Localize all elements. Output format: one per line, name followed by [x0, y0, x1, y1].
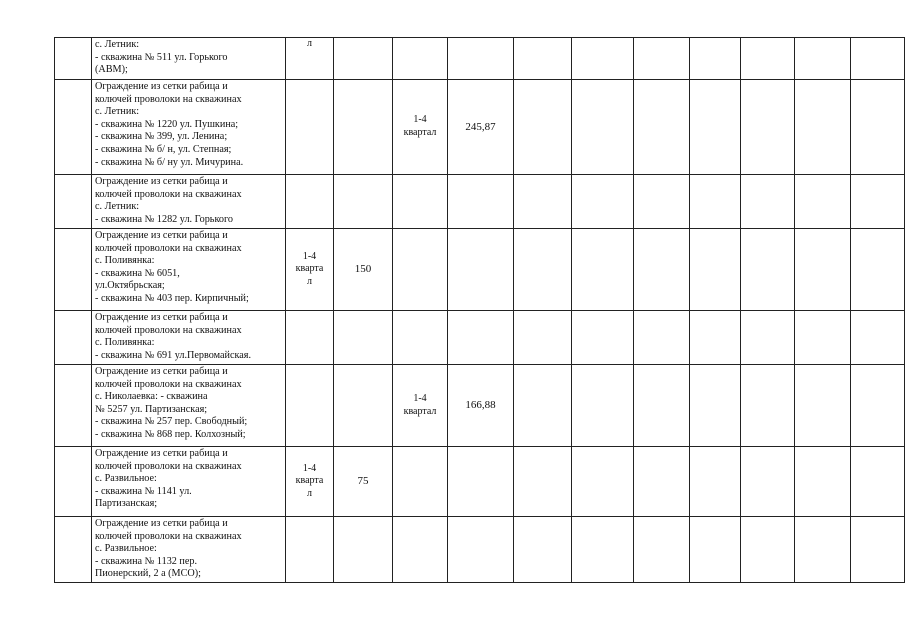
description-cell: с. Летник: - скважина № 511 ул. Горького (АВМ);	[92, 38, 286, 80]
empty-cell	[795, 311, 851, 365]
description-cell: Ограждение из сетки рабица и колючей проволоки на скважинах с. Развильное: - скважина № 1132 пер. Пионерский, 2 а (МСО);	[92, 517, 286, 583]
empty-cell	[851, 229, 905, 311]
amount-cell: 166,88	[448, 365, 514, 447]
empty-cell	[690, 311, 741, 365]
row-number-cell	[55, 517, 92, 583]
empty-cell	[795, 447, 851, 517]
empty-cell	[690, 517, 741, 583]
empty-cell	[795, 229, 851, 311]
period-cell: 1-4 кварта л	[286, 229, 334, 311]
description-cell: Ограждение из сетки рабица и колючей проволоки на скважинах с. Летник: - скважина № 1220 ул. Пушкина; - скважина № 399, ул. Ленина; - скважина № б/ н, ул. Степная; - скважина № б/ ну ул. Мичурина.	[92, 80, 286, 175]
empty-cell	[741, 80, 795, 175]
empty-cell	[851, 38, 905, 80]
empty-cell	[851, 175, 905, 229]
row-number-cell	[55, 365, 92, 447]
period-cell	[286, 311, 334, 365]
period-cell: 1-4 кварта л	[286, 447, 334, 517]
empty-cell	[634, 229, 690, 311]
table-row	[55, 80, 905, 175]
period-cell: 1-4 квартал	[393, 365, 448, 447]
empty-cell	[690, 38, 741, 80]
empty-cell	[741, 447, 795, 517]
empty-cell	[572, 311, 634, 365]
empty-cell	[514, 365, 572, 447]
works-table	[54, 37, 905, 583]
empty-cell	[634, 175, 690, 229]
period-cell	[393, 229, 448, 311]
empty-cell	[514, 38, 572, 80]
empty-cell	[690, 365, 741, 447]
row-number-cell	[55, 447, 92, 517]
empty-cell	[795, 80, 851, 175]
amount-cell: 245,87	[448, 80, 514, 175]
empty-cell	[851, 517, 905, 583]
empty-cell	[795, 365, 851, 447]
empty-cell	[514, 229, 572, 311]
amount-cell	[334, 517, 393, 583]
empty-cell	[741, 229, 795, 311]
period-cell	[286, 365, 334, 447]
amount-cell	[448, 447, 514, 517]
amount-cell	[448, 311, 514, 365]
table-row	[55, 311, 905, 365]
table-row	[55, 175, 905, 229]
table-row	[55, 365, 905, 447]
row-number-cell	[55, 311, 92, 365]
amount-cell: 150	[334, 229, 393, 311]
period-cell: 1-4 квартал	[393, 80, 448, 175]
period-cell	[393, 38, 448, 80]
description-cell: Ограждение из сетки рабица и колючей проволоки на скважинах с. Поливянка: - скважина № 691 ул.Первомайская.	[92, 311, 286, 365]
period-cell: л	[286, 38, 334, 80]
empty-cell	[741, 175, 795, 229]
empty-cell	[514, 311, 572, 365]
empty-cell	[514, 175, 572, 229]
table-body	[55, 38, 905, 583]
empty-cell	[634, 447, 690, 517]
empty-cell	[634, 517, 690, 583]
empty-cell	[634, 365, 690, 447]
description-cell: Ограждение из сетки рабица и колючей проволоки на скважинах с. Поливянка: - скважина № 6051, ул.Октябрьская; - скважина № 403 пер. Кирпичный;	[92, 229, 286, 311]
empty-cell	[572, 447, 634, 517]
empty-cell	[572, 80, 634, 175]
empty-cell	[851, 80, 905, 175]
empty-cell	[634, 80, 690, 175]
row-number-cell	[55, 229, 92, 311]
amount-cell	[448, 517, 514, 583]
table-row	[55, 517, 905, 583]
empty-cell	[795, 517, 851, 583]
empty-cell	[572, 175, 634, 229]
empty-cell	[795, 175, 851, 229]
empty-cell	[634, 311, 690, 365]
empty-cell	[741, 311, 795, 365]
period-cell	[393, 447, 448, 517]
amount-cell	[334, 311, 393, 365]
row-number-cell	[55, 80, 92, 175]
empty-cell	[514, 447, 572, 517]
row-number-cell	[55, 175, 92, 229]
period-cell	[393, 175, 448, 229]
empty-cell	[741, 365, 795, 447]
empty-cell	[572, 38, 634, 80]
period-cell	[393, 311, 448, 365]
amount-cell	[334, 175, 393, 229]
description-cell: Ограждение из сетки рабица и колючей проволоки на скважинах с. Николаевка: - скважина № 5257 ул. Партизанская; - скважина № 257 пер. Свободный; - скважина № 868 пер. Колхозный;	[92, 365, 286, 447]
table-row	[55, 38, 905, 80]
amount-cell	[334, 38, 393, 80]
empty-cell	[795, 38, 851, 80]
description-cell: Ограждение из сетки рабица и колючей проволоки на скважинах с. Развильное: - скважина № 1141 ул. Партизанская;	[92, 447, 286, 517]
amount-cell	[334, 80, 393, 175]
empty-cell	[690, 229, 741, 311]
empty-cell	[851, 447, 905, 517]
empty-cell	[690, 447, 741, 517]
amount-cell	[448, 175, 514, 229]
empty-cell	[741, 38, 795, 80]
empty-cell	[851, 311, 905, 365]
amount-cell	[334, 365, 393, 447]
empty-cell	[572, 229, 634, 311]
empty-cell	[741, 517, 795, 583]
table-row	[55, 229, 905, 311]
amount-cell	[448, 229, 514, 311]
empty-cell	[634, 38, 690, 80]
amount-cell: 75	[334, 447, 393, 517]
empty-cell	[572, 517, 634, 583]
empty-cell	[851, 365, 905, 447]
empty-cell	[572, 365, 634, 447]
empty-cell	[690, 175, 741, 229]
table-row	[55, 447, 905, 517]
period-cell	[286, 80, 334, 175]
empty-cell	[514, 517, 572, 583]
period-cell	[286, 175, 334, 229]
period-cell	[393, 517, 448, 583]
empty-cell	[514, 80, 572, 175]
description-cell: Ограждение из сетки рабица и колючей проволоки на скважинах с. Летник: - скважина № 1282 ул. Горького	[92, 175, 286, 229]
empty-cell	[690, 80, 741, 175]
row-number-cell	[55, 38, 92, 80]
period-cell	[286, 517, 334, 583]
amount-cell	[448, 38, 514, 80]
